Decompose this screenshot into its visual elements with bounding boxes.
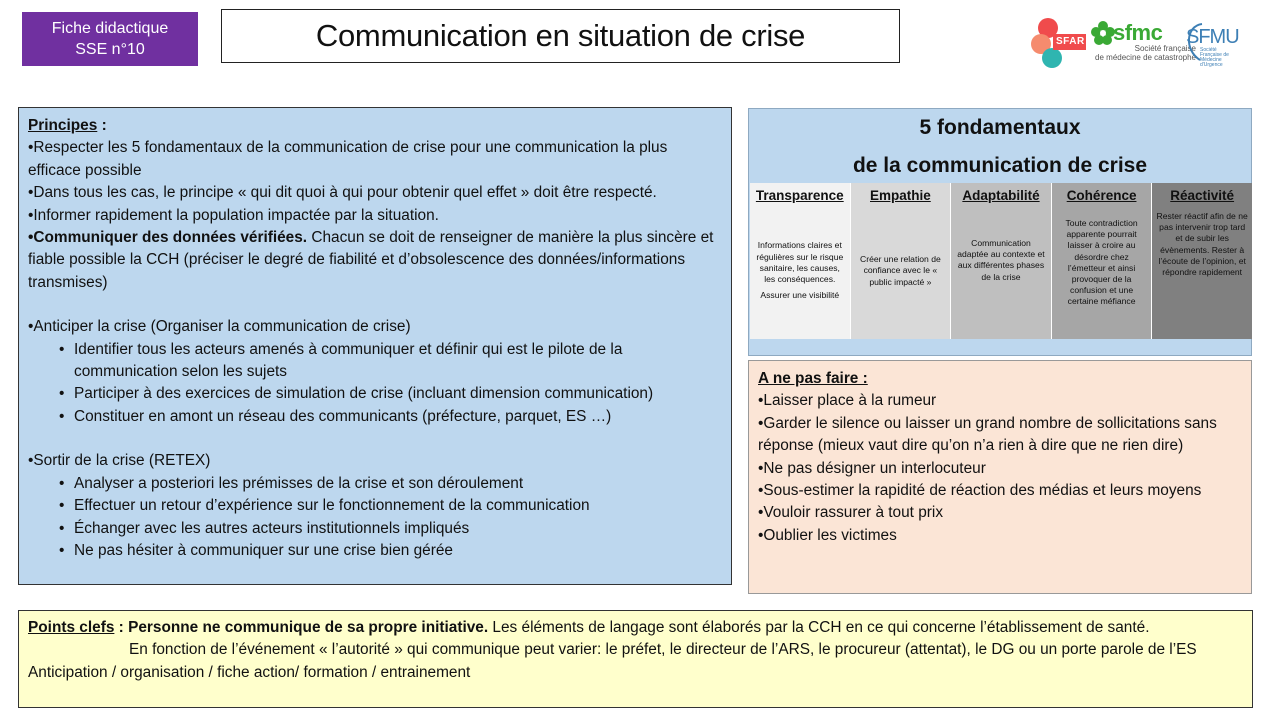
fundamental-heading: Cohérence xyxy=(1066,188,1137,203)
ne-pas-faire-item: •Oublier les victimes xyxy=(758,526,897,544)
points-clefs-line-1 xyxy=(28,617,1243,639)
principles-heading-suffix: : xyxy=(97,117,107,134)
principles-heading: Principes xyxy=(28,117,98,134)
ne-pas-faire-item: •Garder le silence ou laisser un grand nombre de sollicitations sans réponse (mieux vaut dire qu’on n’a rien à dire que ne rien dire) xyxy=(758,414,1217,455)
principle-bullet-4 xyxy=(28,227,722,294)
fundamental-body xyxy=(1152,208,1252,339)
points-clefs-line-3: Anticipation / organisation / fiche action/ formation / entrainement xyxy=(28,663,471,681)
fundamental-coherence xyxy=(1052,183,1153,339)
points-clefs-heading: Points clefs xyxy=(28,619,115,636)
anticipate-item: • Participer à des exercices de simulation de crise (incluant dimension communication) xyxy=(28,383,722,405)
ne-pas-faire-item: •Laisser place à la rumeur xyxy=(758,392,937,410)
fundamentals-title-line-2: de la communication de crise xyxy=(852,154,1148,177)
fundamental-empathie xyxy=(851,183,952,339)
fiche-badge xyxy=(22,12,198,66)
exit-heading: •Sortir de la crise (RETEX) xyxy=(28,452,211,470)
fundamentals-title xyxy=(749,109,1251,185)
fundamental-heading: Transparence xyxy=(755,188,844,203)
ne-pas-faire-heading-text: A ne pas faire : xyxy=(758,370,868,387)
ne-pas-faire-item: •Vouloir rassurer à tout prix xyxy=(758,504,944,522)
ne-pas-faire-item: •Sous-estimer la rapidité de réaction des médias et leurs moyens xyxy=(758,482,1202,500)
ne-pas-faire-heading xyxy=(758,368,1242,390)
sfar-logo xyxy=(1028,14,1088,72)
page-title: Communication en situation de crise xyxy=(315,18,806,53)
fundamentals-box xyxy=(748,108,1252,356)
points-clefs-rest: Les éléments de langage sont élaborés par la CCH en ce qui concerne l’établissement de santé. xyxy=(488,619,1150,636)
spacer xyxy=(28,294,722,316)
sfmu-logo xyxy=(1182,20,1238,66)
anticipate-item: • Identifier tous les acteurs amenés à communiquer et définir qui est le pilote de la communication selon les sujets xyxy=(28,339,722,384)
fundamentals-columns xyxy=(750,183,1252,339)
fundamental-heading: Réactivité xyxy=(1170,188,1235,203)
fundamental-text: Assurer une visibilité xyxy=(760,290,840,301)
principles-box xyxy=(18,107,732,585)
fundamental-text: Informations claires et régulières sur le risque sanitaire, les causes, les conséquences. xyxy=(756,240,844,285)
fundamental-text: Rester réactif afin de ne pas intervenir trop tard et de subir les évènements. Rester à l’écoute de l’opinion, et répondre rapidement xyxy=(1156,211,1248,278)
principle-bullet-4-bold: •Communiquer des données vérifiées. xyxy=(28,229,308,247)
exit-item: • Analyser a posteriori les prémisses de la crise et son déroulement xyxy=(28,473,722,495)
ne-pas-faire-box xyxy=(748,360,1252,594)
fundamentals-title-line-1: 5 fondamentaux xyxy=(919,116,1081,139)
ne-pas-faire-item: •Ne pas désigner un interlocuteur xyxy=(758,459,986,477)
spacer xyxy=(28,428,722,450)
principle-bullet-2: •Dans tous les cas, le principe « qui dit quoi à qui pour obtenir quel effet » doit être respecté. xyxy=(28,184,657,202)
principle-bullet-3: •Informer rapidement la population impactée par la situation. xyxy=(28,206,439,224)
sfar-text: SFAR xyxy=(1056,36,1085,47)
badge-line-2: SSE n°10 xyxy=(75,41,145,58)
fundamental-heading: Adaptabilité xyxy=(962,188,1040,203)
anticipate-item: • Constituer en amont un réseau des communicants (préfecture, parquet, ES …) xyxy=(28,406,722,428)
principles-heading-line xyxy=(28,115,722,137)
exit-item: • Effectuer un retour d’expérience sur le fonctionnement de la communication xyxy=(28,495,722,517)
fundamental-body xyxy=(1052,208,1152,339)
fundamental-reactivite xyxy=(1152,183,1252,339)
sfmc-subtitle-2: de médecine de catastrophe xyxy=(1095,53,1196,62)
points-clefs-bold: Personne ne communique de sa propre initiative. xyxy=(128,619,489,636)
exit-item: • Ne pas hésiter à communiquer sur une crise bien gérée xyxy=(28,540,722,562)
fundamental-body xyxy=(851,208,951,339)
anticipate-heading: •Anticiper la crise (Organiser la communication de crise) xyxy=(28,318,411,336)
sfmu-text: SFMU xyxy=(1186,26,1239,48)
points-clefs-colon: : xyxy=(114,619,129,636)
fundamental-text: Créer une relation de confiance avec le « public impacté » xyxy=(860,254,941,287)
sfmu-subtitle: Société Française de Médecine d'Urgence xyxy=(1200,47,1229,68)
points-clefs-line-2: En fonction de l’événement « l’autorité » qui communique peut varier: le préfet, le directeur de l’ARS, le procureur (attentat), le DG ou un porte parole de l’ES xyxy=(129,641,1197,659)
sfmc-subtitle-1: Société française xyxy=(1134,44,1196,53)
sfmc-logo xyxy=(1086,20,1196,70)
fundamental-text: Toute contradiction apparente pourrait laisser à croire au désordre chez l’émetteur et ainsi provoquer de la confusion et une certaine méfiance xyxy=(1065,218,1138,307)
badge-line-1: Fiche didactique xyxy=(51,20,169,37)
principle-bullet-1: •Respecter les 5 fondamentaux de la communication de crise pour une communication la plus efficace possible xyxy=(28,139,668,179)
fundamental-adaptabilite xyxy=(951,183,1052,339)
page-title-box xyxy=(221,9,900,63)
fundamental-body xyxy=(951,208,1051,339)
fundamental-text: Communication adaptée au contexte et aux différentes phases de la crise xyxy=(957,238,1045,282)
exit-item: • Échanger avec les autres acteurs institutionnels impliqués xyxy=(28,518,722,540)
sfmc-subtitle xyxy=(1086,44,1196,62)
partner-logos xyxy=(1028,14,1273,72)
principle-bullet-4-rest: Chacun se doit de renseigner de manière la plus sincère et fiable possible la CCH (préciser le degré de fiabilité et d’obsolescence des données/informations transmises) xyxy=(28,229,714,291)
fundamental-body xyxy=(750,208,850,339)
sfmc-text: sfmc xyxy=(1113,20,1163,45)
points-clefs-box xyxy=(18,610,1253,708)
fundamental-transparence xyxy=(750,183,851,339)
fundamental-heading: Empathie xyxy=(870,188,931,203)
